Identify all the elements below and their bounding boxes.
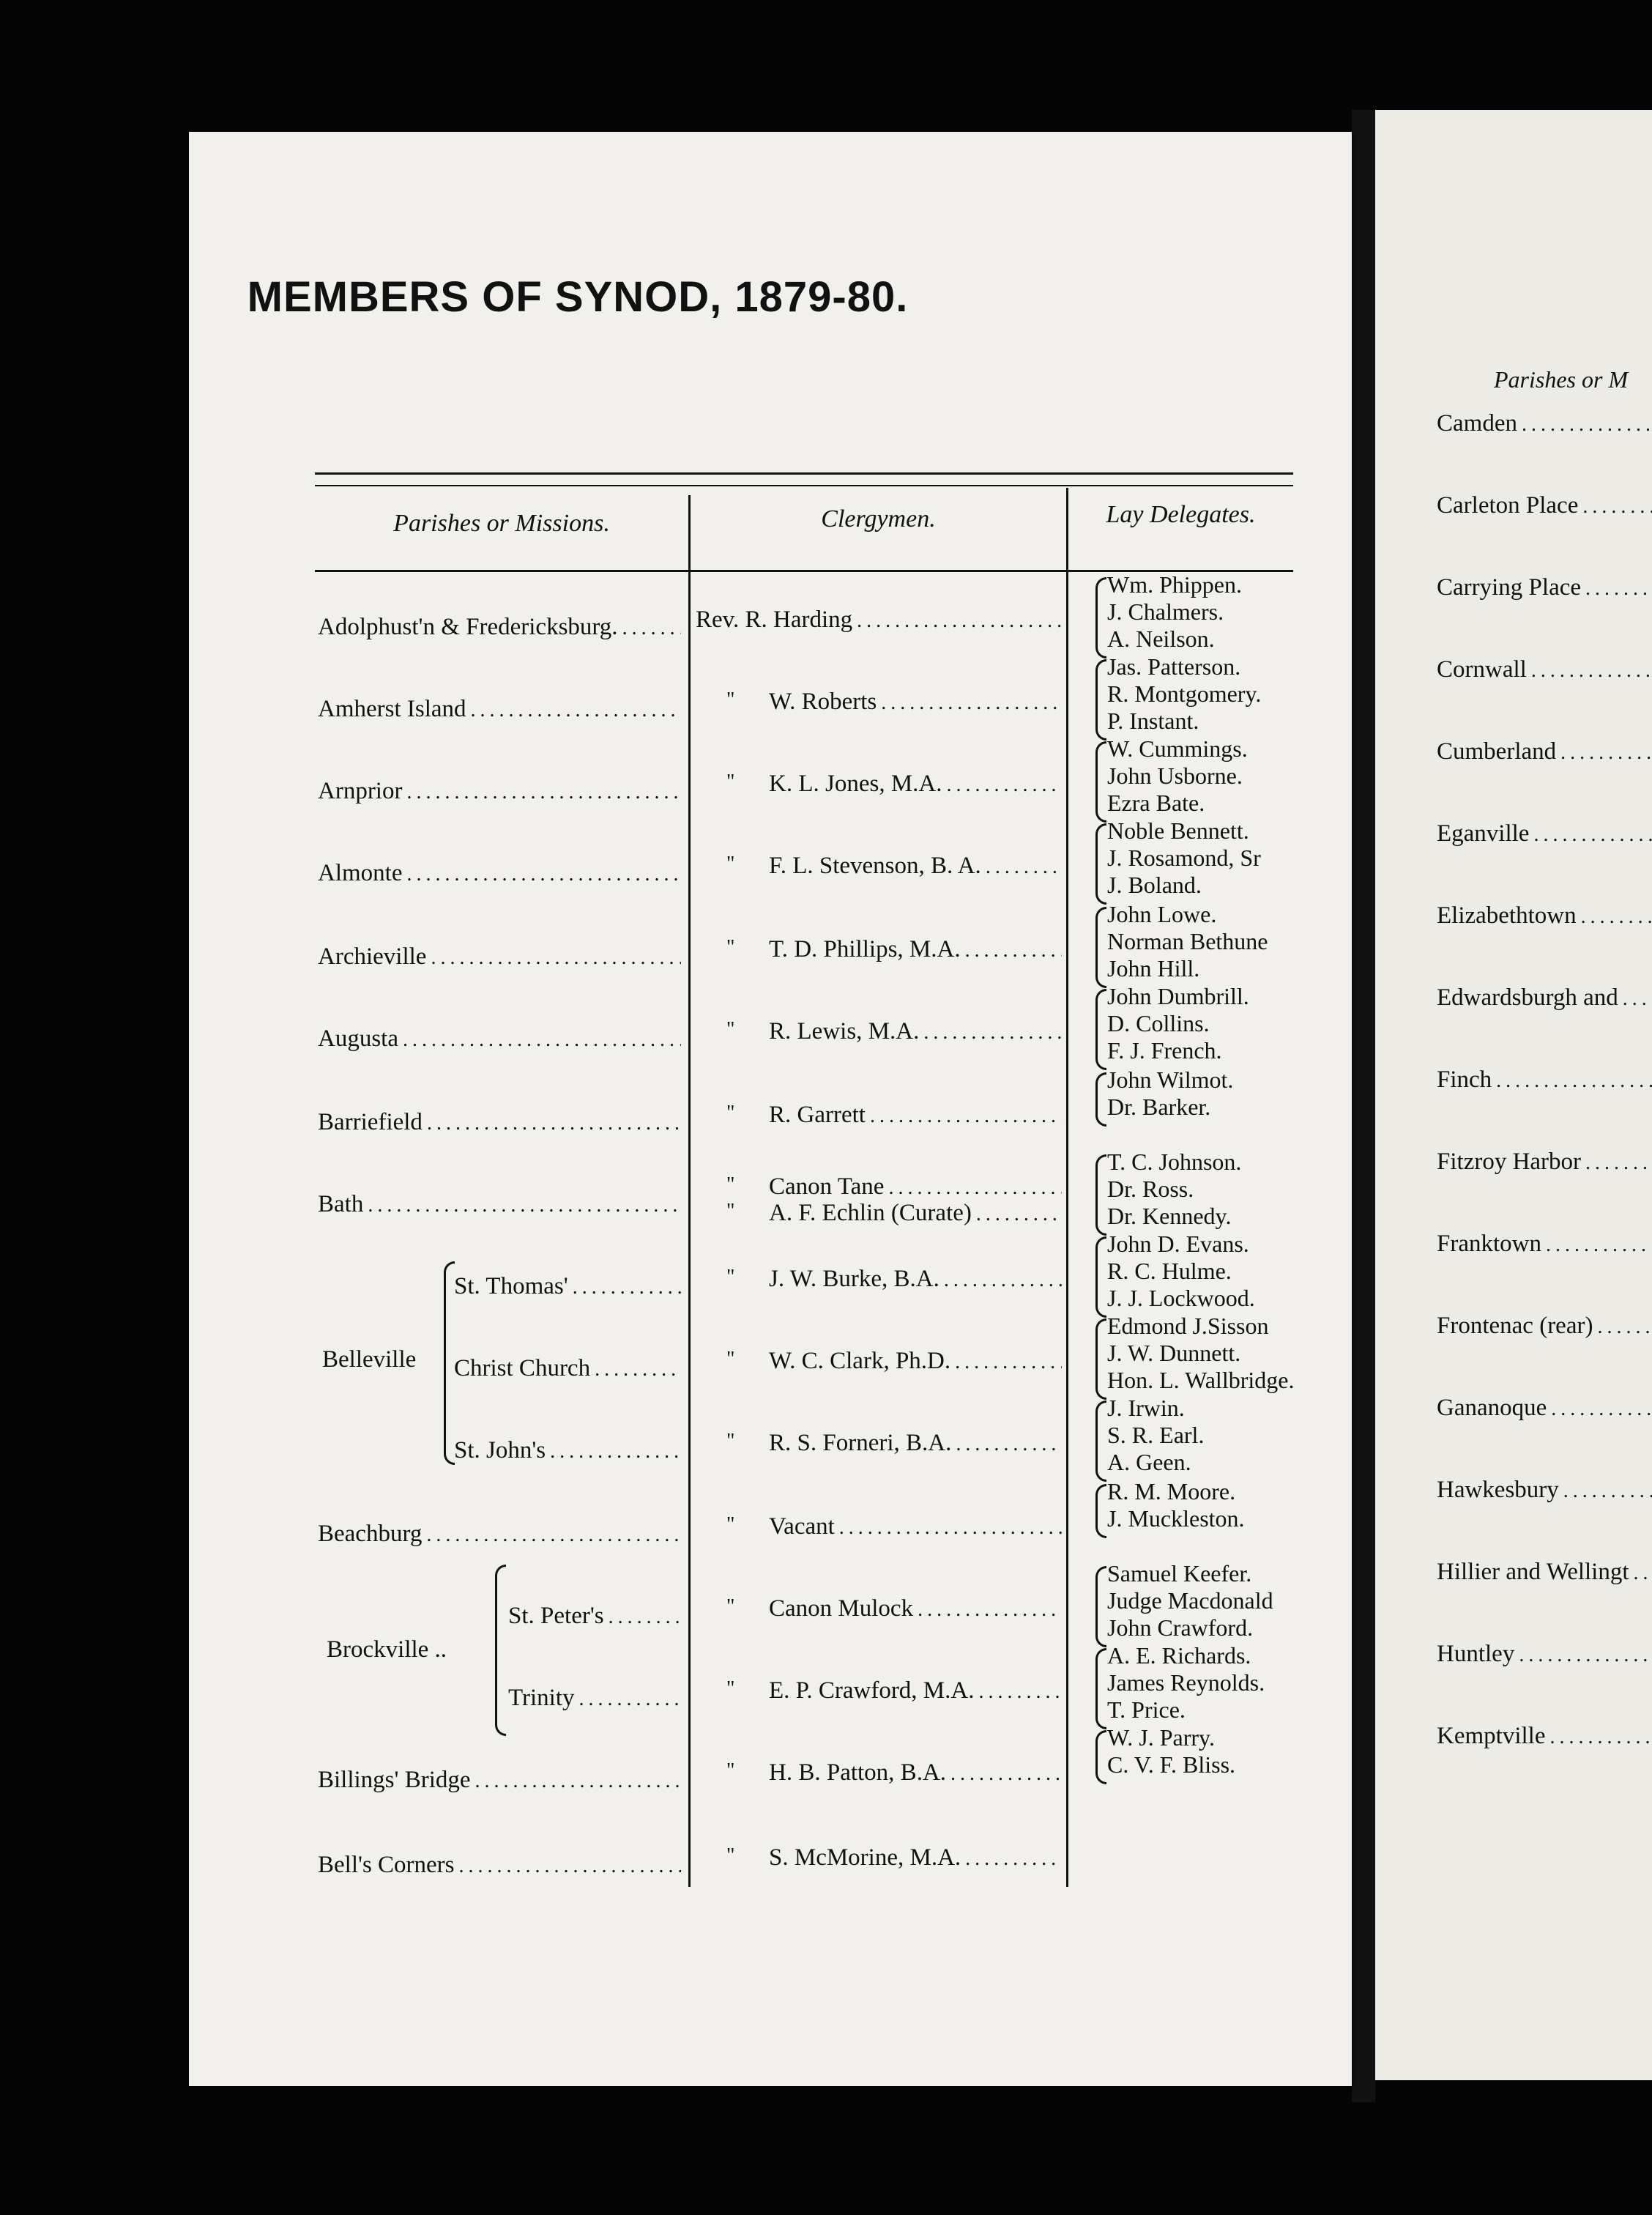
clergy-name — [769, 1348, 1062, 1375]
leader-dots — [956, 1433, 1062, 1456]
facing-page-item — [1437, 1231, 1652, 1258]
parish-name — [508, 1685, 681, 1712]
leader-dots — [431, 946, 681, 970]
leader-dots — [1496, 1069, 1652, 1093]
leader-dots — [1585, 577, 1652, 601]
clergy-name — [769, 1677, 1062, 1704]
ditto-mark: " — [726, 1759, 735, 1782]
clergy-name — [769, 936, 1062, 963]
ditto-mark: " — [726, 1173, 735, 1196]
lay-delegate: W. Cummings. — [1107, 735, 1248, 762]
parish-label: Billings' Bridge — [318, 1767, 471, 1793]
header-lay: Lay Delegates. — [1106, 501, 1256, 528]
leader-dots — [579, 1688, 682, 1711]
parish-name — [318, 1852, 681, 1879]
ditto-mark: " — [726, 936, 735, 959]
leader-dots — [944, 1269, 1062, 1292]
lay-delegate: T. C. Johnson. — [1107, 1149, 1242, 1175]
lay-delegate: C. V. F. Bliss. — [1107, 1751, 1236, 1778]
leader-dots — [406, 863, 681, 886]
facing-page-item — [1437, 1066, 1652, 1094]
lay-delegate: T. Price. — [1107, 1696, 1186, 1723]
lay-delegate: Hon. L. Wallbridge. — [1107, 1367, 1295, 1393]
parish-label: Amherst Island — [318, 696, 466, 722]
lay-brace — [1095, 989, 1106, 1070]
clergy-name — [769, 689, 1062, 716]
clergy-label: R. Lewis, M.A. — [769, 1018, 920, 1045]
clergy-label: H. B. Patton, B.A. — [769, 1759, 947, 1786]
parish-name — [508, 1603, 681, 1630]
clergy-name — [769, 771, 1062, 798]
leader-dots — [947, 773, 1063, 797]
clergy-label: E. P. Crawford, M.A. — [769, 1677, 975, 1704]
lay-delegates — [1107, 1149, 1241, 1230]
column-divider-1 — [688, 495, 691, 1887]
parish-name — [318, 778, 681, 805]
leader-dots — [1546, 1233, 1652, 1257]
lay-delegates — [1107, 735, 1248, 817]
lay-delegate: John Lowe. — [1107, 901, 1217, 927]
facing-page-item — [1437, 1395, 1652, 1422]
facing-page-label: Huntley — [1437, 1641, 1515, 1667]
facing-page-label: Kemptville — [1437, 1723, 1546, 1749]
lay-delegate: J. Irwin. — [1107, 1395, 1185, 1421]
lay-brace — [1095, 1154, 1106, 1236]
lay-delegate: John Hill. — [1107, 955, 1200, 982]
leader-dots — [857, 609, 1062, 633]
facing-page-item — [1437, 410, 1652, 437]
parish-label: Barriefield — [318, 1109, 423, 1135]
ditto-mark: " — [726, 1513, 735, 1536]
parish-label: Bell's Corners — [318, 1852, 455, 1878]
leader-dots — [870, 1105, 1062, 1128]
leader-dots — [955, 1351, 1062, 1374]
lay-delegate: R. Montgomery. — [1107, 680, 1262, 707]
lay-delegate: Norman Bethune — [1107, 928, 1268, 954]
lay-delegate: Noble Bennett. — [1107, 817, 1249, 844]
leader-dots — [923, 1021, 1062, 1045]
leader-dots — [1634, 1562, 1652, 1585]
clergy-label: F. L. Stevenson, B. A. — [769, 853, 981, 879]
clergy-label: K. L. Jones, M.A. — [769, 771, 942, 797]
lay-delegates — [1107, 901, 1268, 982]
facing-page-label: Hawkesbury — [1437, 1477, 1559, 1503]
ditto-mark: " — [726, 1018, 735, 1041]
lay-delegate: A. Geen. — [1107, 1449, 1191, 1475]
facing-page-item — [1437, 1641, 1652, 1668]
clergy-name — [769, 1430, 1062, 1457]
ditto-mark: " — [726, 1595, 735, 1618]
clergy-name — [696, 606, 1062, 634]
leader-dots — [427, 1112, 681, 1135]
lay-brace — [1095, 1730, 1106, 1784]
leader-dots — [1519, 1644, 1652, 1667]
leader-dots — [839, 1516, 1062, 1540]
rule-top-2 — [315, 485, 1293, 486]
facing-page — [1375, 110, 1652, 2080]
lay-brace — [1095, 741, 1106, 823]
lay-brace — [1095, 823, 1106, 905]
column-divider-2 — [1066, 488, 1068, 1887]
lay-delegate: R. M. Moore. — [1107, 1478, 1236, 1505]
leader-dots — [965, 1847, 1062, 1871]
facing-page-item — [1437, 902, 1652, 930]
leader-dots — [888, 1176, 1062, 1200]
leader-dots — [918, 1598, 1062, 1622]
leader-dots — [978, 1680, 1062, 1704]
clergy-label: A. F. Echlin (Curate) — [769, 1200, 972, 1226]
clergy-label: W. C. Clark, Ph.D. — [769, 1348, 951, 1374]
leader-dots — [550, 1440, 681, 1463]
header-clergy: Clergymen. — [821, 505, 936, 533]
lay-brace — [1095, 1072, 1106, 1127]
lay-delegate: D. Collins. — [1107, 1010, 1210, 1036]
leader-dots — [1581, 905, 1652, 929]
lay-delegate: J. Chalmers. — [1107, 598, 1224, 625]
leader-dots — [1563, 1480, 1652, 1503]
ditto-mark: " — [726, 1200, 735, 1222]
clergy-label: R. S. Forneri, B.A. — [769, 1430, 952, 1456]
parish-name — [318, 943, 681, 971]
leader-dots — [471, 699, 681, 722]
lay-delegates — [1107, 571, 1242, 653]
parish-name — [318, 1521, 681, 1548]
lay-delegate: A. Neilson. — [1107, 626, 1215, 652]
clergy-name — [769, 853, 1062, 880]
facing-page-item — [1437, 738, 1652, 765]
clergy-name — [769, 1513, 1062, 1540]
parish-name — [318, 696, 681, 723]
leader-dots — [1585, 1151, 1652, 1175]
facing-page-label: Cornwall — [1437, 656, 1527, 683]
parish-name — [318, 1191, 681, 1218]
lay-delegates — [1107, 1231, 1255, 1312]
clergy-label: T. D. Phillips, M.A. — [769, 936, 961, 962]
lay-delegates — [1107, 653, 1261, 735]
parish-label: Bath — [318, 1191, 364, 1217]
leader-dots — [1551, 1398, 1652, 1421]
leader-dots — [1560, 741, 1652, 765]
parish-label: Adolphust'n & Fredericksburg. — [318, 614, 618, 640]
parish-name — [318, 1025, 681, 1053]
ditto-mark: " — [726, 1844, 735, 1867]
clergy-name — [769, 1173, 1062, 1201]
lay-delegates — [1107, 817, 1261, 899]
leader-dots — [881, 691, 1062, 715]
leader-dots — [622, 617, 681, 640]
lay-delegate: S. R. Earl. — [1107, 1422, 1205, 1448]
lay-delegate: J. Boland. — [1107, 872, 1202, 898]
lay-delegate: Samuel Keefer. — [1107, 1560, 1252, 1587]
parish-label: Beachburg — [318, 1521, 423, 1547]
parish-label: Trinity — [508, 1685, 575, 1711]
clergy-label: J. W. Burke, B.A. — [769, 1266, 940, 1292]
ditto-mark: " — [726, 1266, 735, 1288]
leader-dots — [1531, 659, 1652, 683]
lay-delegate: W. J. Parry. — [1107, 1724, 1215, 1751]
clergy-name — [769, 1759, 1062, 1787]
leader-dots — [1549, 1726, 1652, 1749]
facing-page-item — [1437, 574, 1652, 601]
lay-delegate: John D. Evans. — [1107, 1231, 1249, 1257]
clergy-label: Canon Mulock — [769, 1595, 914, 1622]
parish-name — [454, 1273, 681, 1300]
parish-name — [318, 1767, 681, 1794]
facing-page-item — [1437, 1313, 1652, 1340]
lay-delegate: Dr. Ross. — [1107, 1176, 1194, 1202]
leader-dots — [950, 1762, 1062, 1786]
clergy-name — [769, 1018, 1062, 1045]
leader-dots — [1582, 495, 1652, 519]
lay-delegate: John Usborne. — [1107, 763, 1243, 789]
lay-brace — [1095, 1318, 1106, 1400]
clergy-name-2 — [769, 1200, 1062, 1227]
lay-delegates — [1107, 1313, 1294, 1394]
facing-page-item — [1437, 1477, 1652, 1504]
clergy-name — [769, 1844, 1062, 1871]
lay-brace — [1095, 577, 1106, 658]
facing-page-label: Franktown — [1437, 1231, 1541, 1257]
lay-delegate: John Wilmot. — [1107, 1066, 1234, 1093]
clergy-label: Vacant — [769, 1513, 835, 1540]
book-spine — [1352, 110, 1375, 2102]
leader-dots — [475, 1770, 681, 1793]
parish-name — [318, 1109, 681, 1136]
lay-delegates — [1107, 1066, 1233, 1121]
clergy-label: Rev. R. Harding — [696, 606, 853, 633]
brace-brockville — [495, 1565, 506, 1736]
lay-delegate: Judge Macdonald — [1107, 1587, 1273, 1614]
brace-belleville — [444, 1261, 455, 1465]
lay-delegate: John Dumbrill. — [1107, 983, 1249, 1009]
lay-brace — [1095, 1236, 1106, 1318]
leader-dots — [986, 856, 1062, 879]
leader-dots — [1623, 987, 1652, 1011]
leader-dots — [368, 1194, 681, 1217]
lay-delegates — [1107, 1642, 1265, 1724]
leader-dots — [406, 781, 681, 804]
leader-dots — [965, 939, 1062, 962]
clergy-label: Canon Tane — [769, 1173, 885, 1200]
header-parishes: Parishes or Missions. — [393, 510, 610, 537]
ditto-mark: " — [726, 1102, 735, 1124]
lay-brace — [1095, 1400, 1106, 1482]
leader-dots — [1533, 823, 1652, 847]
clergy-label: S. McMorine, M.A. — [769, 1844, 961, 1871]
facing-page-item — [1437, 820, 1652, 847]
lay-delegate: Jas. Patterson. — [1107, 653, 1241, 680]
facing-page-label: Carleton Place — [1437, 492, 1579, 519]
facing-page-label: Gananoque — [1437, 1395, 1547, 1421]
lay-delegates — [1107, 983, 1249, 1064]
lay-delegate: James Reynolds. — [1107, 1669, 1265, 1696]
facing-page-label: Eganville — [1437, 820, 1530, 847]
facing-page-label: Fitzroy Harbor — [1437, 1149, 1582, 1175]
lay-delegate: Wm. Phippen. — [1107, 571, 1242, 598]
lay-delegate: John Crawford. — [1107, 1614, 1254, 1641]
facing-page-item — [1437, 1559, 1652, 1586]
ditto-mark: " — [726, 771, 735, 793]
facing-page-label: Camden — [1437, 410, 1517, 437]
lay-brace — [1095, 1566, 1106, 1647]
leader-dots — [1522, 413, 1652, 437]
parish-name — [454, 1355, 681, 1382]
clergy-label: W. Roberts — [769, 689, 877, 715]
lay-delegate: J. Muckleston. — [1107, 1505, 1245, 1532]
facing-page-item — [1437, 1723, 1652, 1750]
clergy-label: R. Garrett — [769, 1102, 866, 1128]
lay-delegate: R. C. Hulme. — [1107, 1258, 1232, 1284]
ditto-mark: " — [726, 1430, 735, 1452]
ditto-mark: " — [726, 1677, 735, 1700]
lay-brace — [1095, 907, 1106, 988]
parish-label: Arnprior — [318, 778, 403, 804]
facing-page-item — [1437, 656, 1652, 683]
leader-dots — [595, 1358, 681, 1381]
parish-label: St. Peter's — [508, 1603, 604, 1629]
parish-label: Christ Church — [454, 1355, 591, 1381]
lay-delegate: Edmond J.Sisson — [1107, 1313, 1269, 1339]
leader-dots — [403, 1028, 681, 1052]
ditto-mark: " — [726, 689, 735, 711]
lay-delegate: F. J. French. — [1107, 1037, 1222, 1064]
parish-label: St. Thomas' — [454, 1273, 568, 1299]
facing-page-label: Carrying Place — [1437, 574, 1582, 601]
lay-delegate: J. J. Lockwood. — [1107, 1285, 1255, 1311]
lay-delegate: P. Instant. — [1107, 708, 1199, 734]
rule-top — [315, 472, 1293, 475]
leader-dots — [459, 1855, 681, 1878]
leader-dots — [426, 1524, 681, 1547]
facing-page-item — [1437, 1149, 1652, 1176]
leader-dots — [976, 1203, 1062, 1226]
facing-page-header: Parishes or M — [1494, 366, 1629, 393]
parish-name — [454, 1437, 681, 1464]
lay-delegate: J. Rosamond, Sr — [1107, 845, 1261, 871]
facing-page-label: Cumberland — [1437, 738, 1557, 765]
lay-delegate: Dr. Barker. — [1107, 1094, 1211, 1120]
parish-label: Almonte — [318, 860, 403, 886]
clergy-name — [769, 1102, 1062, 1129]
clergy-name — [769, 1595, 1062, 1622]
leader-dots — [1597, 1316, 1652, 1339]
lay-brace — [1095, 659, 1106, 741]
lay-delegates — [1107, 1478, 1245, 1532]
clergy-name — [769, 1266, 1062, 1293]
lay-delegates — [1107, 1560, 1273, 1641]
facing-page-item — [1437, 984, 1652, 1012]
parish-name — [318, 860, 681, 887]
lay-brace — [1095, 1648, 1106, 1729]
facing-page-label: Elizabethtown — [1437, 902, 1577, 929]
ditto-mark: " — [726, 1348, 735, 1370]
parish-label: St. John's — [454, 1437, 546, 1463]
lay-delegates — [1107, 1395, 1204, 1476]
parish-label: Archieville — [318, 943, 427, 970]
facing-page-label: Edwardsburgh and — [1437, 984, 1618, 1011]
lay-delegate: Ezra Bate. — [1107, 790, 1205, 816]
lay-delegates — [1107, 1724, 1235, 1778]
facing-page-item — [1437, 492, 1652, 519]
lay-delegate: A. E. Richards. — [1107, 1642, 1251, 1669]
facing-page-label: Hillier and Wellingt — [1437, 1559, 1629, 1585]
leader-dots — [609, 1606, 681, 1629]
group-label-belleville: Belleville — [322, 1346, 417, 1373]
group-label-brockville: Brockville .. — [327, 1636, 447, 1663]
parish-label: Augusta — [318, 1025, 398, 1052]
lay-delegate: J. W. Dunnett. — [1107, 1340, 1241, 1366]
facing-page-label: Frontenac (rear) — [1437, 1313, 1593, 1339]
lay-brace — [1095, 1484, 1106, 1538]
lay-delegate: Dr. Kennedy. — [1107, 1203, 1232, 1229]
ditto-mark: " — [726, 853, 735, 875]
facing-page-label: Finch — [1437, 1066, 1492, 1093]
parish-name — [318, 614, 681, 641]
page-title: MEMBERS OF SYNOD, 1879-80. — [247, 273, 909, 321]
leader-dots — [573, 1276, 681, 1299]
